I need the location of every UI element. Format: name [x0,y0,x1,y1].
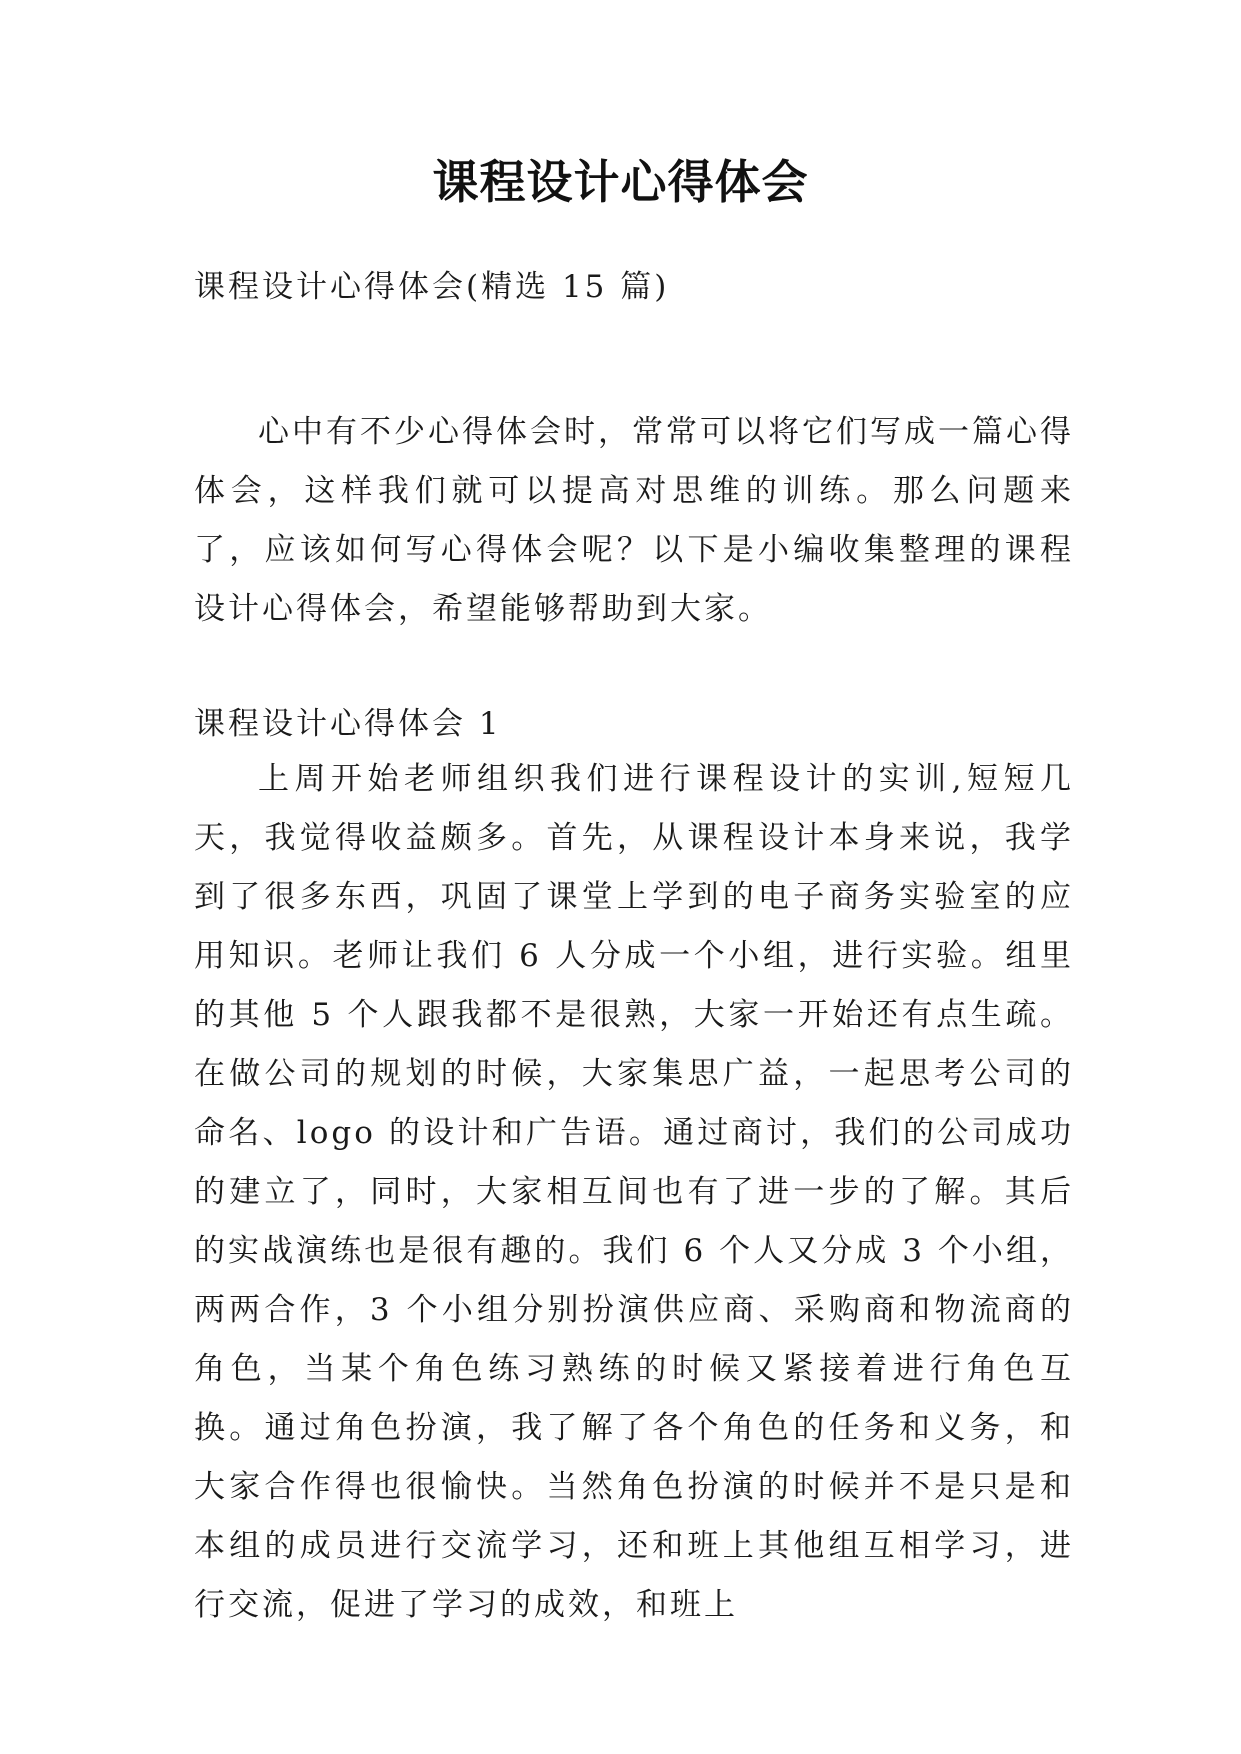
section-heading: 课程设计心得体会 1 [194,706,502,742]
intro-paragraph: 心中有不少心得体会时，常常可以将它们写成一篇心得体会，这样我们就可以提高对思维的训练。那么问题来了，应该如何写心得体会呢？以下是小编收集整理的课程设计心得体会，希望能够帮助到大家。 [194,414,1074,627]
section-body-paragraph: 上周开始老师组织我们进行课程设计的实训,短短几天，我觉得收益颇多。首先，从课程设计本身来说，我学到了很多东西，巩固了课堂上学到的电子商务实验室的应用知识。老师让我们 6 人分成一个小组，进行实验。组里的其他 5 个人跟我都不是很熟，大家一开始还有点生疏。在做公司的规划的时候，大家集思广益，一起思考公司的命名、logo 的设计和广告语。通过商讨，我们的公司成功的建立了，同时，大家相互间也有了进一步的了解。其后的实战演练也是很有趣的。我们 6 个人又分成 3 个小组，两两合作，3 个小组分别扮演供应商、采购商和物流商的角色，当某个角色练习熟练的时候又紧接着进行角色互换。通过角色扮演，我了解了各个角色的任务和义务，和大家合作得也很愉快。当然角色扮演的时候并不是只是和本组的成员进行交流学习，还和班上其他组互相学习，进行交流，促进了学习的成效，和班上 [194,761,1074,1623]
document-subtitle: 课程设计心得体会(精选 15 篇) [194,269,670,305]
document-title: 课程设计心得体会 [432,155,809,209]
